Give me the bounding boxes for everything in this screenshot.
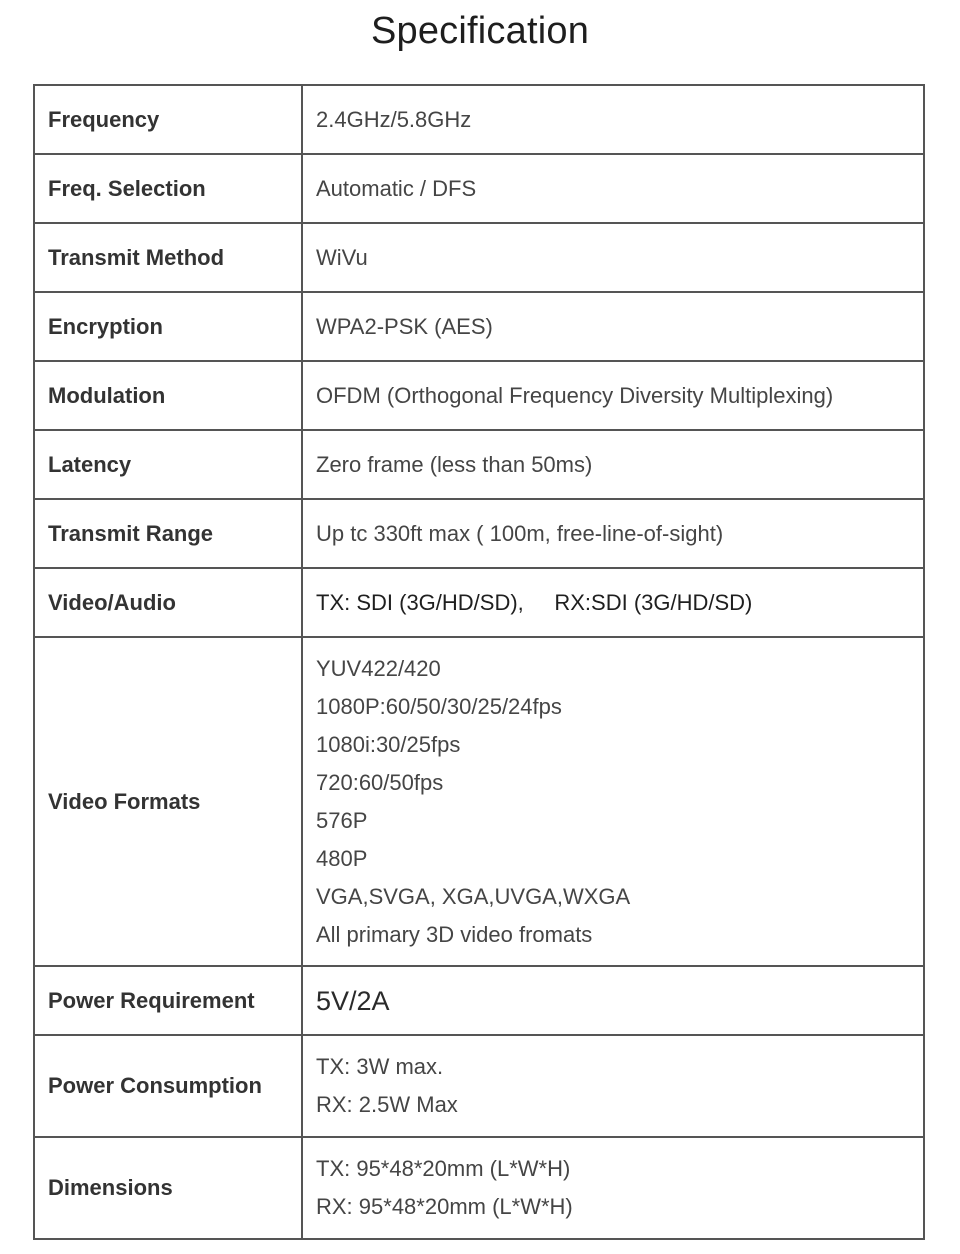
value-line: TX: 95*48*20mm (L*W*H) bbox=[316, 1156, 571, 1181]
row-label: Frequency bbox=[34, 85, 302, 154]
row-value bbox=[302, 1035, 924, 1137]
row-label: Power Consumption bbox=[34, 1035, 302, 1137]
row-label: Latency bbox=[34, 430, 302, 499]
row-value bbox=[302, 85, 924, 154]
value-line: OFDM (Orthogonal Frequency Diversity Multiplexing) bbox=[316, 382, 834, 408]
row-value bbox=[302, 430, 924, 499]
table-row-power-consumption bbox=[34, 1035, 924, 1137]
table-row-frequency bbox=[34, 85, 924, 154]
value-line: WiVu bbox=[316, 244, 368, 270]
row-label: Encryption bbox=[34, 292, 302, 361]
row-value bbox=[302, 223, 924, 292]
table-row-encryption bbox=[34, 292, 924, 361]
value-line: VGA,SVGA, XGA,UVGA,WXGA bbox=[316, 883, 631, 909]
row-label: Freq. Selection bbox=[34, 154, 302, 223]
value-line: TX: SDI (3G/HD/SD), RX:SDI (3G/HD/SD) bbox=[316, 589, 753, 615]
table-row-dimensions bbox=[34, 1137, 924, 1239]
row-label: Transmit Range bbox=[34, 499, 302, 568]
value-line: 480P bbox=[316, 845, 368, 871]
row-label: Video Formats bbox=[34, 637, 302, 966]
value-line: Zero frame (less than 50ms) bbox=[316, 451, 593, 477]
row-label: Dimensions bbox=[34, 1137, 302, 1239]
value-line: 2.4GHz/5.8GHz bbox=[316, 106, 472, 132]
value-line: 1080P:60/50/30/25/24fps bbox=[316, 693, 562, 719]
row-label: Modulation bbox=[34, 361, 302, 430]
value-line: Automatic / DFS bbox=[316, 175, 477, 201]
value-line: Up tc 330ft max ( 100m, free-line-of-sight) bbox=[316, 520, 724, 546]
row-value bbox=[302, 966, 924, 1035]
value-line: RX: 95*48*20mm (L*W*H) bbox=[316, 1194, 573, 1219]
value-line: WPA2-PSK (AES) bbox=[316, 313, 493, 339]
page-title: Specification bbox=[370, 10, 590, 52]
row-label: Transmit Method bbox=[34, 223, 302, 292]
table-row-video-audio bbox=[34, 568, 924, 637]
row-value bbox=[302, 499, 924, 568]
row-value bbox=[302, 361, 924, 430]
table-row-video-formats bbox=[34, 637, 924, 966]
spec-table bbox=[33, 84, 925, 1240]
row-value bbox=[302, 568, 924, 637]
value-line: RX: 2.5W Max bbox=[316, 1092, 458, 1117]
row-label: Video/Audio bbox=[34, 568, 302, 637]
row-value bbox=[302, 292, 924, 361]
row-label: Power Requirement bbox=[34, 966, 302, 1035]
table-row-latency bbox=[34, 430, 924, 499]
value-line: All primary 3D video fromats bbox=[316, 921, 593, 947]
value-line: YUV422/420 bbox=[316, 655, 441, 681]
value-line: 1080i:30/25fps bbox=[316, 731, 461, 757]
row-value bbox=[302, 154, 924, 223]
table-row-modulation bbox=[34, 361, 924, 430]
value-line: 576P bbox=[316, 807, 368, 833]
value-line: 5V/2A bbox=[316, 985, 390, 1016]
row-value bbox=[302, 1137, 924, 1239]
value-line: TX: 3W max. bbox=[316, 1054, 444, 1079]
table-row-transmit-range bbox=[34, 499, 924, 568]
row-value bbox=[302, 637, 924, 966]
value-line: 720:60/50fps bbox=[316, 769, 444, 795]
table-row-freq-selection bbox=[34, 154, 924, 223]
table-row-transmit-method bbox=[34, 223, 924, 292]
table-row-power-requirement bbox=[34, 966, 924, 1035]
